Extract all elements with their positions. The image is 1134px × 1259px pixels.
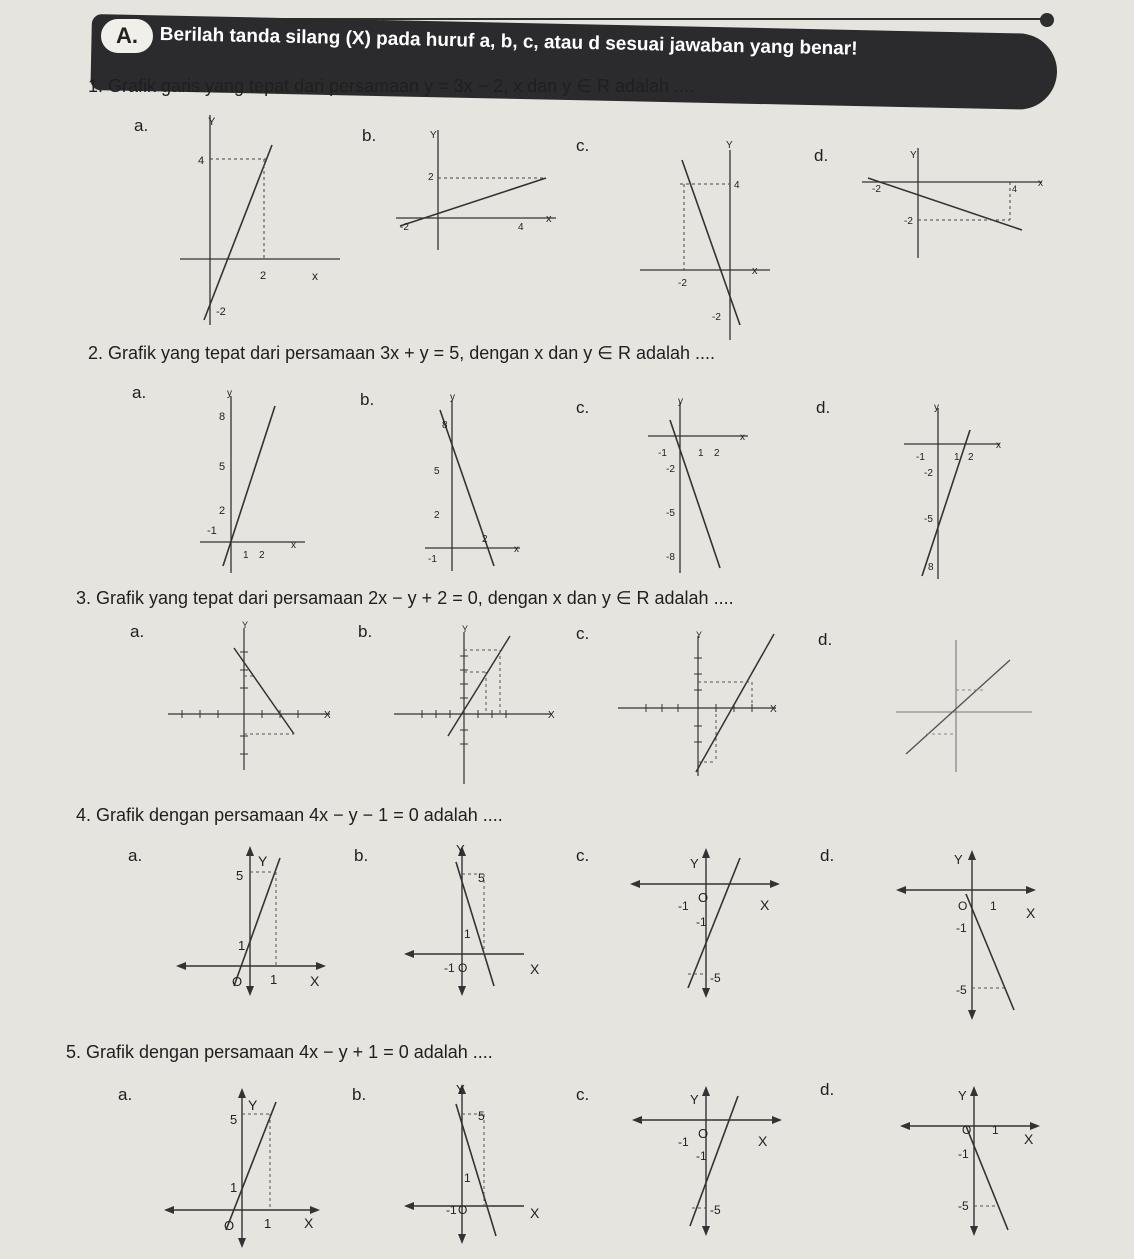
- tick-label: 5: [434, 466, 440, 477]
- question-3-text: 3. Grafik yang tepat dari persamaan 2x − y + 2 = 0, dengan x dan y ∈ R adalah ....: [76, 588, 734, 608]
- tick-label: -5: [924, 514, 933, 525]
- tick-label: -5: [666, 508, 675, 519]
- tick-label: 1: [992, 1123, 999, 1137]
- tick-label: 4: [198, 155, 205, 167]
- tick-label: -2: [924, 468, 933, 479]
- q1-graph-d: [862, 148, 1047, 258]
- x-axis-label: X: [304, 1215, 314, 1231]
- y-axis-label: Y: [690, 856, 699, 871]
- x-axis-label: X: [310, 973, 320, 989]
- q1-option-d[interactable]: d.: [814, 146, 829, 165]
- q5-option-b[interactable]: b.: [352, 1085, 367, 1104]
- y-axis-label: Y: [462, 624, 469, 634]
- question-2-text: 2. Grafik yang tepat dari persamaan 3x + y = 5, dengan x dan y ∈ R adalah ....: [88, 343, 716, 363]
- x-axis-label: X: [770, 704, 777, 715]
- y-axis-label: Y: [248, 1097, 258, 1113]
- tick-label: O: [958, 899, 968, 913]
- tick-label: 8: [928, 562, 934, 573]
- q5-option-d[interactable]: d.: [820, 1080, 835, 1099]
- tick-label: 2: [482, 534, 488, 545]
- tick-label: 4: [734, 180, 740, 191]
- q3-option-d[interactable]: d.: [818, 630, 833, 649]
- q3-graph-d: [896, 636, 1046, 776]
- section-badge: A.: [98, 16, 156, 56]
- q4-option-c[interactable]: c.: [576, 846, 590, 865]
- tick-label: 1: [698, 448, 704, 459]
- q2-option-c[interactable]: c.: [576, 398, 590, 417]
- x-axis-label: x: [514, 544, 519, 555]
- tick-label: -5: [710, 1203, 721, 1217]
- tick-label: O: [698, 890, 709, 905]
- instruction-text: Berilah tanda silang (X) pada huruf a, b, c, atau d sesuai jawaban yang benar!: [159, 24, 858, 60]
- q2-option-d[interactable]: d.: [816, 398, 831, 417]
- q3-graph-b: [392, 626, 567, 786]
- tick-label: -2: [872, 184, 881, 195]
- tick-label: -2: [678, 278, 687, 289]
- x-axis-label: X: [760, 897, 770, 913]
- tick-label: 2: [428, 172, 434, 183]
- x-axis-label: X: [530, 961, 540, 977]
- q5-option-a[interactable]: a.: [118, 1085, 133, 1104]
- tick-label: 1: [464, 927, 471, 941]
- q5-graph-b: [404, 1084, 554, 1244]
- x-axis-label: x: [546, 213, 552, 225]
- y-axis-label: Y: [726, 140, 733, 151]
- tick-label: -1: [696, 1149, 707, 1163]
- q1-graph-a: [180, 115, 340, 325]
- x-axis-label: x: [1038, 178, 1043, 189]
- q4-graph-d: [896, 850, 1046, 1020]
- y-axis-label: y: [934, 402, 939, 413]
- tick-label: O: [224, 1218, 235, 1233]
- tick-label: O: [698, 1126, 709, 1141]
- q4-graph-b: [404, 842, 554, 996]
- q2-option-a[interactable]: a.: [132, 383, 147, 402]
- tick-label: -2: [712, 312, 721, 323]
- y-axis-label: Y: [690, 1092, 699, 1107]
- q3-option-a[interactable]: a.: [130, 622, 145, 641]
- q4-graph-a: [176, 846, 326, 996]
- x-axis-label: X: [530, 1205, 540, 1221]
- tick-label: -1: [956, 921, 967, 935]
- header-rule-dot: [1040, 13, 1054, 27]
- q2-graph-b: [420, 392, 530, 576]
- q1-option-a[interactable]: a.: [134, 116, 149, 135]
- tick-label: -8: [666, 552, 675, 563]
- tick-label: O: [962, 1123, 972, 1137]
- tick-label: 4: [1012, 184, 1018, 194]
- tick-label: 1: [954, 452, 960, 463]
- tick-label: -1: [207, 525, 217, 537]
- tick-label: -1: [696, 915, 707, 929]
- y-axis-label: Y: [208, 116, 216, 128]
- tick-label: 1: [238, 938, 246, 953]
- tick-label: 1: [230, 1180, 238, 1195]
- tick-label: -5: [958, 1199, 969, 1213]
- q5-option-c[interactable]: c.: [576, 1085, 590, 1104]
- x-axis-label: x: [996, 440, 1001, 451]
- q2-graph-a: [195, 388, 315, 578]
- y-axis-label: Y: [456, 842, 465, 857]
- y-axis-label: Y: [242, 620, 249, 630]
- y-axis-label: y: [678, 396, 683, 407]
- tick-label: -5: [710, 971, 721, 985]
- q4-option-b[interactable]: b.: [354, 846, 369, 865]
- tick-label: 8: [219, 411, 226, 423]
- q5-graph-d: [900, 1086, 1050, 1236]
- q3-option-b[interactable]: b.: [358, 622, 373, 641]
- tick-label: 2: [714, 448, 720, 459]
- tick-label: 2: [259, 550, 265, 561]
- q2-graph-d: [900, 404, 1010, 584]
- q3-graph-c: [616, 630, 791, 780]
- x-axis-label: X: [324, 710, 331, 721]
- tick-label: -1: [428, 554, 437, 565]
- tick-label: -1: [678, 1135, 689, 1149]
- tick-label: 5: [230, 1112, 238, 1127]
- tick-label: -2: [400, 222, 409, 233]
- y-axis-label: Y: [910, 150, 917, 161]
- question-4-text: 4. Grafik dengan persamaan 4x − y − 1 = 0 adalah ....: [76, 805, 503, 825]
- q4-option-d[interactable]: d.: [820, 846, 835, 865]
- q4-graph-c: [630, 848, 780, 998]
- q2-option-b[interactable]: b.: [360, 390, 375, 409]
- tick-label: -2: [904, 216, 913, 227]
- tick-label: -1: [444, 961, 455, 975]
- q1-graph-c: [640, 140, 780, 340]
- tick-label: 1: [243, 550, 249, 561]
- tick-label: 5: [478, 871, 485, 885]
- y-axis-label: Y: [958, 1088, 967, 1103]
- y-axis-label: Y: [954, 852, 963, 867]
- tick-label: O: [232, 974, 243, 989]
- tick-label: 4: [518, 222, 524, 233]
- tick-label: 2: [434, 510, 440, 521]
- tick-label: -5: [956, 983, 967, 997]
- y-axis-label: y: [450, 392, 455, 403]
- question-1-text: 1. Grafik garis yang tepat dari persamaan y = 3x − 2, x dan y ∈ R adalah ....: [88, 76, 694, 96]
- tick-label: -1: [916, 452, 925, 463]
- y-axis-label: Y: [456, 1082, 465, 1097]
- tick-label: 1: [264, 1216, 272, 1231]
- tick-label: 5: [236, 868, 244, 883]
- q5-graph-a: [164, 1088, 324, 1248]
- tick-label: 8: [442, 420, 448, 431]
- x-axis-label: X: [1024, 1131, 1034, 1147]
- tick-label: 5: [478, 1109, 485, 1123]
- x-axis-label: X: [758, 1133, 768, 1149]
- x-axis-label: x: [291, 540, 296, 551]
- q3-option-c[interactable]: c.: [576, 624, 590, 643]
- q1-graph-b: [396, 130, 556, 250]
- x-axis-label: x: [740, 432, 745, 443]
- q1-option-c[interactable]: c.: [576, 136, 590, 155]
- q2-graph-c: [640, 398, 760, 578]
- y-axis-label: Y: [696, 630, 703, 640]
- tick-label: 2: [260, 270, 267, 282]
- x-axis-label: x: [752, 265, 758, 277]
- tick-label: 2: [968, 452, 974, 463]
- y-axis-label: Y: [430, 130, 437, 141]
- tick-label: -2: [666, 464, 675, 475]
- tick-label: -1: [678, 899, 689, 913]
- y-axis-label: Y: [258, 853, 268, 869]
- tick-label: -1: [658, 448, 667, 459]
- tick-label: 1: [464, 1171, 471, 1185]
- tick-label: -2: [216, 306, 226, 318]
- x-axis-label: X: [1026, 905, 1036, 921]
- x-axis-label: X: [548, 710, 555, 721]
- y-axis-label: y: [227, 388, 232, 399]
- tick-label: O: [458, 961, 468, 975]
- q5-graph-c: [632, 1086, 782, 1236]
- tick-label: 2: [219, 505, 226, 517]
- q4-option-a[interactable]: a.: [128, 846, 143, 865]
- x-axis-label: x: [312, 269, 318, 283]
- tick-label: 5: [219, 461, 226, 473]
- q1-option-b[interactable]: b.: [362, 126, 377, 145]
- tick-label: 1: [270, 972, 278, 987]
- q3-graph-a: [164, 622, 344, 772]
- question-5-text: 5. Grafik dengan persamaan 4x − y + 1 = 0 adalah ....: [66, 1042, 493, 1062]
- tick-label: 1: [990, 899, 997, 913]
- tick-label: -1: [446, 1203, 457, 1217]
- tick-label: O: [458, 1203, 468, 1217]
- tick-label: -1: [958, 1147, 969, 1161]
